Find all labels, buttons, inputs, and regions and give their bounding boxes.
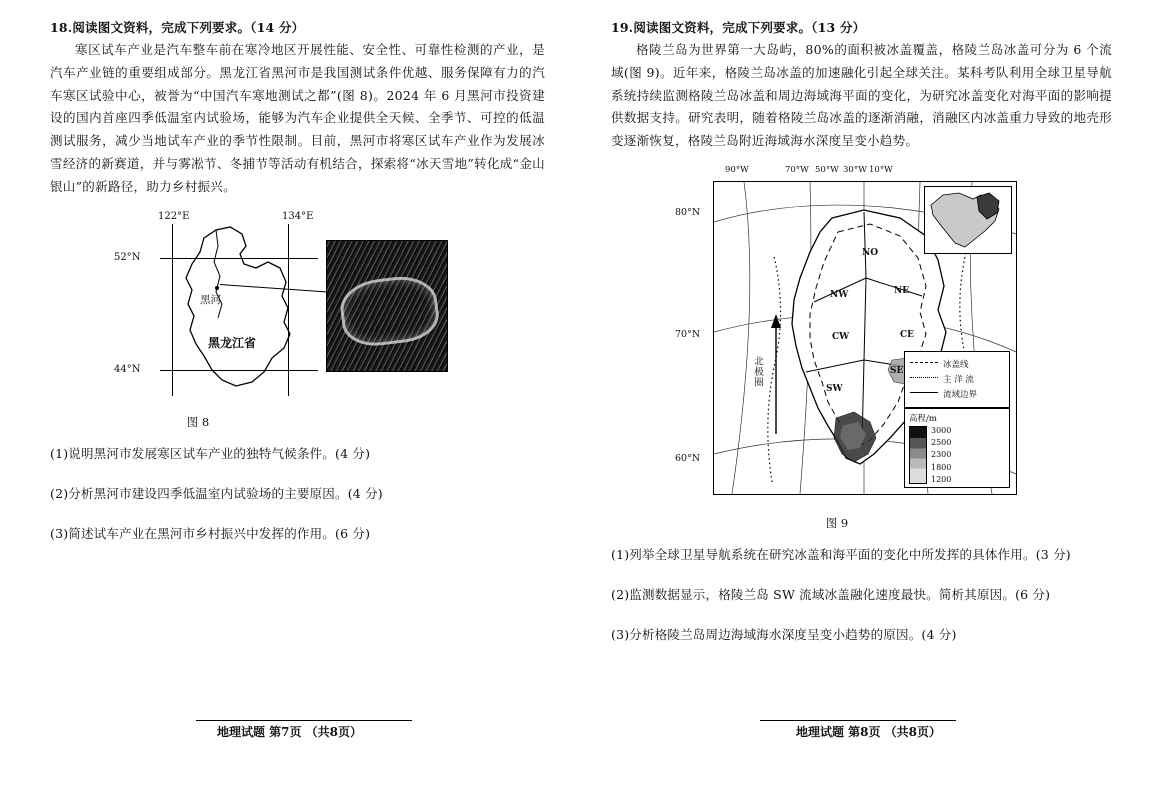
figure-9-basin-label-ce: CE [900,329,915,340]
figure-8-province-outline [160,224,318,396]
page-footer-left: 地理试题 第7页 （共8页） [216,725,363,739]
figure-9-longitude-label-50w: 50°W [815,164,839,175]
question-19-sub-1: (1)列举全球卫星导航系统在研究冰盖和海平面的变化中所发挥的具体作用。(3 分) [611,546,1071,562]
figure-8-city-label: 黑河 [200,294,221,307]
dotted-line-icon [910,377,938,386]
figure-9-longitude-label-90w: 90°W [725,164,749,175]
figure-8-longitude-label-east: 134°E [282,211,314,223]
question-18-sub-1: (1)说明黑河市发展寒区试车产业的独特气候条件。(4 分) [50,446,371,462]
question-18-passage: 寒区试车产业是汽车整车前在寒冷地区开展性能、安全性、可靠性检测的产业，是汽车产业链的重要组成部分。黑龙江省黑河市是我国测试条件优越、服务保障有力的汽车寒区试验中心，被誉为“中国汽车寒地测试之都”(图 8)。2024 年 6 月黑河市投资建设的国内首座四季低温室内试验场，能够为汽车企业提供全天候、全季节、可控的低温测试服务，减少当地试车产业的季节性限制。目前，黑河市将寒区试车产业作为发展冰雪经济的新赛道，并与雾凇节、冬捕节等活动有机结合，探索将“冰天雪地”转化成“金山银山”的新路径，助力乡村振兴。 [50,42,545,194]
figure-8-latitude-label-north: 52°N [114,252,141,264]
figure-8-caption: 图 8 [186,415,210,430]
elevation-gradient-bar [909,426,927,484]
figure-8-province-label: 黑龙江省 [208,336,257,351]
figure-9-locator-inset [924,186,1012,254]
figure-9-arctic-circle-label: 北极圈 [752,355,763,388]
dashed-line-icon [910,362,938,371]
figure-9-legend [904,351,1010,408]
figure-8-map-frame [160,224,318,396]
figure-9-basin-label-ne: NE [894,285,910,296]
elevation-tick-4: 1200 [931,474,952,484]
page-footer-rule-right [760,720,956,721]
elevation-tick-0: 3000 [931,425,952,435]
legend-item-ice-sheet-line [910,358,1004,371]
figure-9 [663,163,1093,513]
figure-9-basin-label-se: SE [890,365,904,376]
exam-page-right [579,0,1158,800]
legend-item-basin-boundary [910,388,1004,401]
figure-8 [112,212,452,412]
figure-9-latitude-label-70n: 70°N [675,328,701,340]
page-footer-right: 地理试题 第8页 （共8页） [795,725,942,739]
elevation-tick-2: 2300 [931,450,952,460]
figure-8-longitude-label-west: 122°E [158,211,190,223]
legend-label-2: 流域边界 [943,390,978,401]
question-19-title: 19.阅读图文资料，完成下列要求。（13 分） [611,20,866,35]
figure-9-basin-label-sw: SW [826,383,843,394]
elevation-tick-1: 2500 [931,438,952,447]
figure-9-elevation-scale [904,408,1010,488]
figure-9-basin-label-cw: CW [832,331,850,342]
figure-9-latitude-label-60n: 60°N [675,452,701,464]
question-19-sub-2: (2)监测数据显示，格陵兰岛 SW 流域冰盖融化速度最快。简析其原因。(6 分) [611,586,1051,602]
question-19-sub-3: (3)分析格陵兰岛周边海域海水深度呈变小趋势的原因。(4 分) [611,626,957,642]
question-18-sub-questions [50,444,545,542]
page-footer-rule-left [196,720,412,721]
figure-9-basin-label-nw: NW [830,289,849,300]
figure-9-longitude-label-30w: 30°W [843,164,867,175]
question-18-sub-2: (2)分析黑河市建设四季低温室内试验场的主要原因。(4 分) [50,486,383,502]
solid-line-icon [910,392,938,401]
legend-item-ocean-current [910,373,1004,386]
question-18-title: 18.阅读图文资料，完成下列要求。（14 分） [50,20,305,35]
legend-label-0: 冰盖线 [943,360,969,371]
figure-8-latitude-label-south: 44°N [114,364,141,376]
figure-9-longitude-label-70w: 70°W [785,164,809,175]
question-19-passage: 格陵兰岛为世界第一大岛屿，80%的面积被冰盖覆盖，格陵兰岛冰盖可分为 6 个流域(图 9)。近年来，格陵兰岛冰盖的加速融化引起全球关注。某科考队利用全球卫星导航系统持续监测格陵兰岛冰盖和周边海域海平面的变化，为研究冰盖变化对海平面的影响提供数据支持。研究表明，随着格陵兰岛冰盖的逐渐消融，消融区内冰盖重力导致的地壳形变逐渐恢复，格陵兰岛附近海域海水深度呈变小趋势。 [611,42,1112,148]
figure-9-basin-label-no: NO [862,247,879,258]
figure-8-test-track-photo [326,240,448,372]
legend-label-1: 主 洋 流 [943,375,974,386]
elevation-scale-title: 高程/m [909,413,937,424]
figure-9-longitude-label-10w: 10°W [869,164,893,175]
figure-9-latitude-label-80n: 80°N [675,206,701,218]
figure-9-map-frame [713,181,1017,495]
figure-9-caption: 图 9 [825,515,849,530]
question-19-sub-questions [611,545,1112,643]
question-18-sub-3: (3)简述试车产业在黑河市乡村振兴中发挥的作用。(6 分) [50,526,371,542]
elevation-tick-3: 1800 [931,462,952,472]
